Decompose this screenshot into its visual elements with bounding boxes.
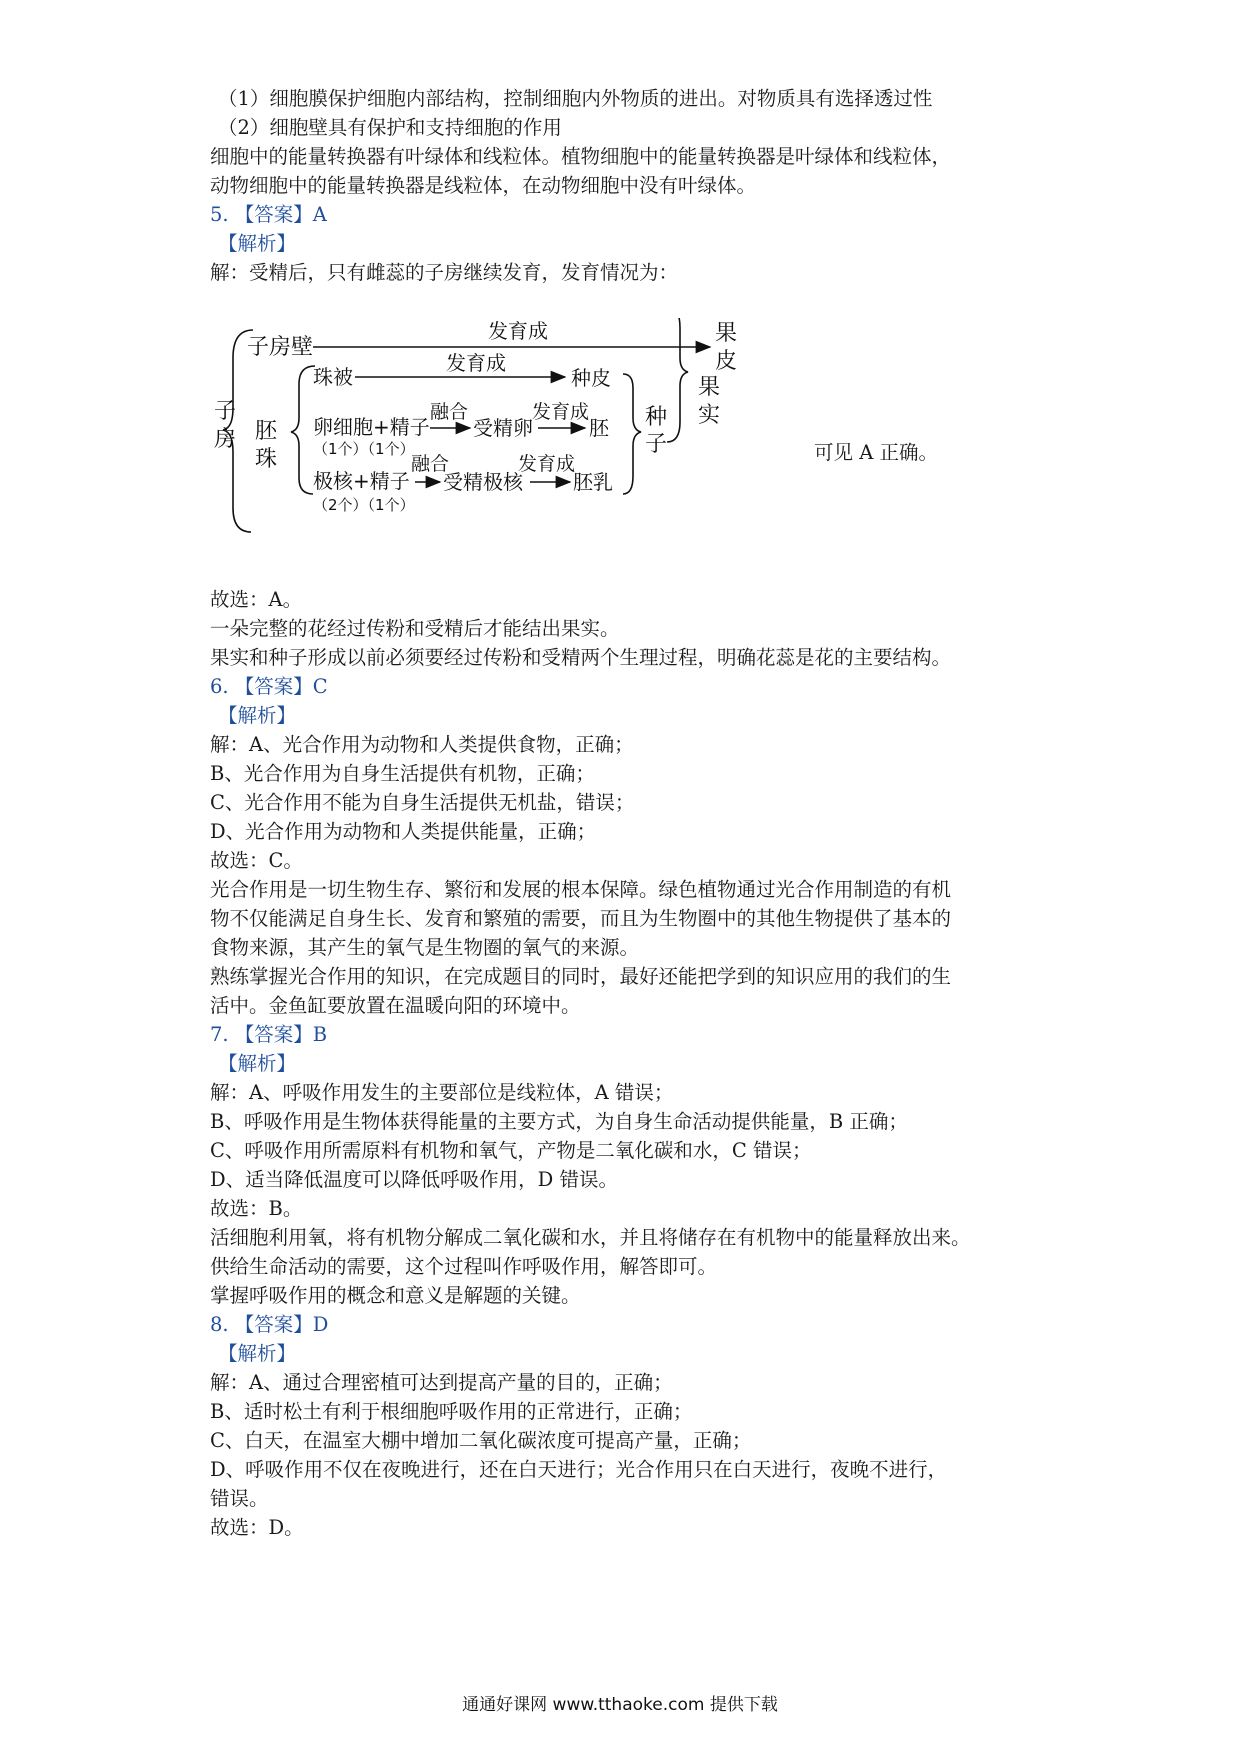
text-line: B、适时松土有利于根细胞呼吸作用的正常进行，正确； — [210, 1400, 693, 1423]
label-fuse-1: 融合 — [430, 401, 469, 423]
label-zifang-2: 房 — [214, 427, 237, 452]
label-develop-4: 发育成 — [518, 453, 576, 475]
label-peizhu-1: 胚 — [255, 419, 278, 444]
label-pei: 胚 — [589, 416, 609, 440]
text-line: C、白天，在温室大棚中增加二氧化碳浓度可提高产量，正确； — [210, 1429, 752, 1452]
label-develop-3: 发育成 — [532, 401, 590, 423]
label-fertilized-polar: 受精极核 — [443, 470, 523, 494]
text-line: 物不仅能满足自身生长、发育和繁殖的需要，而且为生物圈中的其他生物提供了基本的 — [210, 907, 952, 930]
text-line: 熟练掌握光合作用的知识，在完成题目的同时，最好还能把学到的知识应用的我们的生 — [210, 965, 952, 988]
answer-heading: 7. 【答案】B — [210, 1023, 328, 1046]
text-line: 故选：B。 — [210, 1197, 303, 1220]
text-line: C、光合作用不能为自身生活提供无机盐，错误； — [210, 791, 635, 814]
text-line: 故选：C。 — [210, 849, 303, 872]
label-zhongpi: 种皮 — [571, 366, 611, 390]
text-line: 解：受精后，只有雌蕊的子房继续发育，发育情况为： — [210, 261, 679, 284]
text-line: （2）细胞壁具有保护和支持细胞的作用 — [218, 116, 562, 139]
label-count-one: （1个）（1个） — [313, 440, 415, 458]
label-zifangbi: 子房壁 — [247, 335, 314, 360]
text-line: 食物来源，其产生的氧气是生物圈的氧气的来源。 — [210, 936, 640, 959]
text-line: 一朵完整的花经过传粉和受精后才能结出果实。 — [210, 617, 620, 640]
text-line: 细胞中的能量转换器有叶绿体和线粒体。植物细胞中的能量转换器是叶绿体和线粒体， — [210, 145, 952, 168]
text-line: D、适当降低温度可以降低呼吸作用，D 错误。 — [210, 1168, 618, 1191]
analysis-heading: 【解析】 — [218, 1342, 297, 1365]
text-line: 掌握呼吸作用的概念和意义是解题的关键。 — [210, 1284, 581, 1307]
label-peiru: 胚乳 — [573, 470, 613, 494]
brace-zhongzi — [623, 374, 641, 494]
label-peizhu-2: 珠 — [255, 447, 278, 472]
answer-heading: 6. 【答案】C — [210, 675, 328, 698]
text-line: B、光合作用为自身生活提供有机物，正确； — [210, 762, 595, 785]
text-line: 解：A、光合作用为动物和人类提供食物，正确； — [210, 733, 634, 756]
text-line: D、光合作用为动物和人类提供能量，正确； — [210, 820, 597, 843]
diagram-note: 可见 A 正确。 — [814, 441, 938, 464]
label-develop-2: 发育成 — [446, 351, 506, 375]
text-line: 动物细胞中的能量转换器是线粒体，在动物细胞中没有叶绿体。 — [210, 174, 757, 197]
label-guoshi-2: 实 — [698, 403, 721, 428]
label-fertilized-egg: 受精卵 — [473, 416, 533, 440]
text-line: 解：A、呼吸作用发生的主要部位是线粒体，A 错误； — [210, 1081, 674, 1104]
label-zifang-1: 子 — [214, 399, 237, 424]
label-guoshi-1: 果 — [698, 375, 721, 400]
text-line: 光合作用是一切生物生存、繁衍和发展的根本保障。绿色植物通过光合作用制造的有机 — [210, 878, 952, 901]
text-line: 错误。 — [210, 1487, 269, 1510]
label-egg-sperm: 卵细胞+精子 — [313, 415, 430, 439]
text-line: B、呼吸作用是生物体获得能量的主要方式，为自身生命活动提供能量，B 正确； — [210, 1110, 908, 1133]
text-line: D、呼吸作用不仅在夜晚进行，还在白天进行；光合作用只在白天进行，夜晚不进行， — [210, 1458, 948, 1481]
label-guopi-1: 果 — [715, 321, 738, 346]
ovary-development-diagram — [205, 318, 745, 588]
text-line: 供给生命活动的需要，这个过程叫作呼吸作用，解答即可。 — [210, 1255, 718, 1278]
text-line: 故选：D。 — [210, 1516, 304, 1539]
analysis-heading: 【解析】 — [218, 704, 297, 727]
label-develop-1: 发育成 — [488, 319, 548, 343]
text-line: （1）细胞膜保护细胞内部结构，控制细胞内外物质的进出。对物质具有选择透过性 — [218, 87, 933, 110]
text-line: 解：A、通过合理密植可达到提高产量的目的，正确； — [210, 1371, 673, 1394]
answer-heading: 5. 【答案】A — [210, 203, 327, 226]
label-zhongzi-2: 子 — [645, 432, 668, 457]
brace-peizhu — [291, 366, 315, 494]
text-line: 故选：A。 — [210, 588, 303, 611]
page-footer: 通通好课网 www.tthaoke.com 提供下载 — [462, 1695, 778, 1715]
label-zhubei: 珠被 — [313, 365, 353, 389]
text-line: C、呼吸作用所需原料有机物和氧气，产物是二氧化碳和水，C 错误； — [210, 1139, 812, 1162]
label-count-two: （2个）（1个） — [313, 496, 415, 514]
text-line: 活中。金鱼缸要放置在温暖向阳的环境中。 — [210, 994, 581, 1017]
text-line: 果实和种子形成以前必须要经过传粉和受精两个生理过程，明确花蕊是花的主要结构。 — [210, 646, 952, 669]
label-guopi-2: 皮 — [715, 349, 738, 374]
brace-guoshi — [667, 318, 688, 442]
label-zhongzi-1: 种 — [645, 405, 668, 430]
text-line: 活细胞利用氧，将有机物分解成二氧化碳和水，并且将储存在有机物中的能量释放出来。 — [210, 1226, 971, 1249]
label-polar-sperm: 极核+精子 — [313, 469, 410, 493]
analysis-heading: 【解析】 — [218, 1052, 297, 1075]
answer-heading: 8. 【答案】D — [210, 1313, 329, 1336]
analysis-heading: 【解析】 — [218, 232, 297, 255]
label-fuse-2: 融合 — [411, 453, 450, 475]
